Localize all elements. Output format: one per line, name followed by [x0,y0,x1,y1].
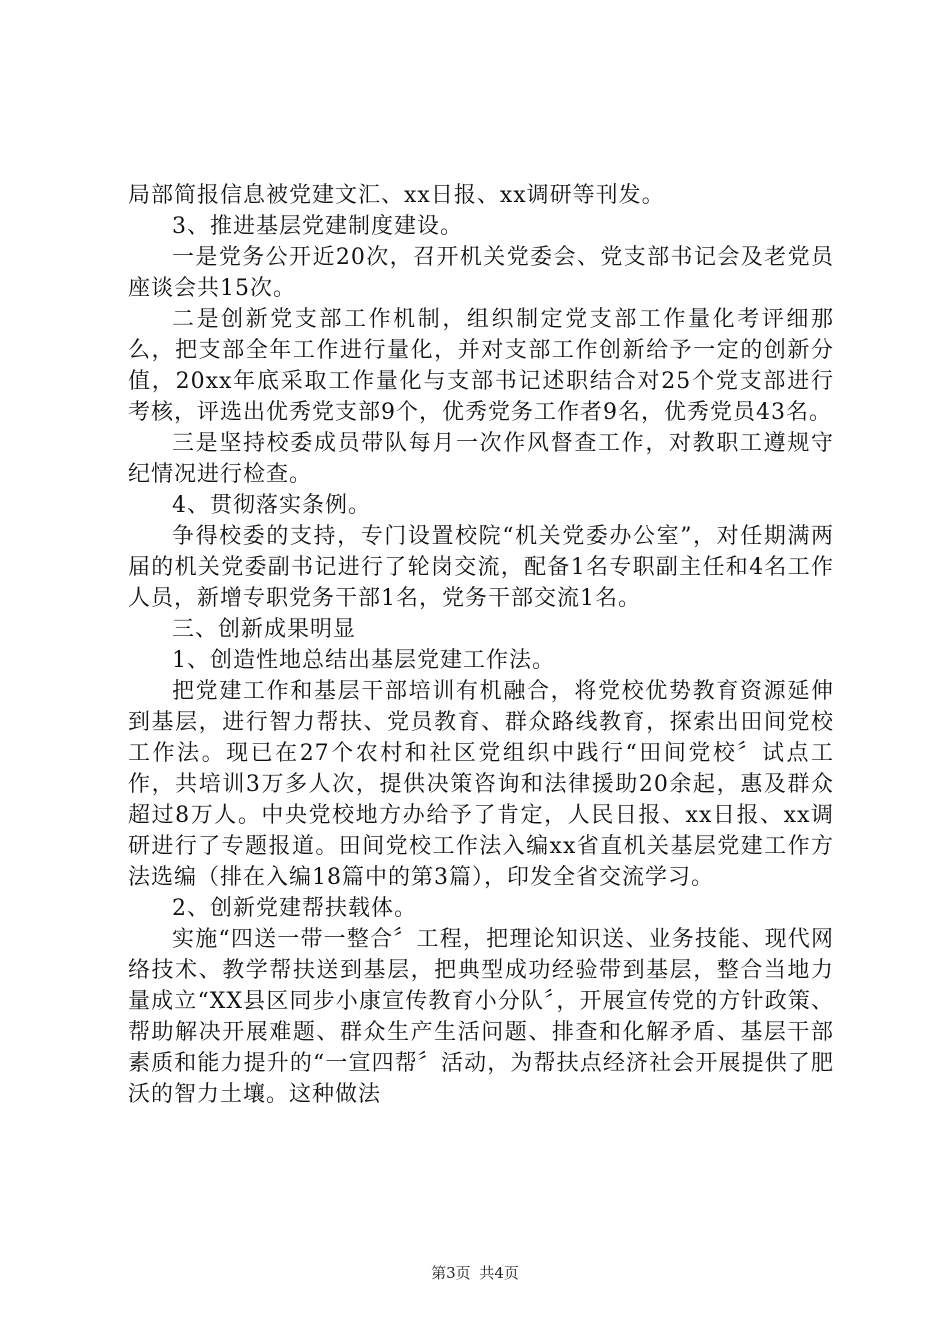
paragraph: 把党建工作和基层干部培训有机融合，将党校优势教育资源延伸到基层，进行智力帮扶、党员教育、群众路线教育，探索出田间党校工作法。现已在27个农村和社区党组织中践行“田间党校〞试点工作，共培训3万多人次，提供决策咨询和法律援助20余起，惠及群众超过8万人。中央党校地方办给予了肯定，人民日报、xx日报、xx调研进行了专题报道。田间党校工作法入编xx省直机关基层党建工作方法选编（排在入编18篇中的第3篇），印发全省交流学习。 [128,679,834,890]
paragraph-continuation: 局部简报信息被党建文汇、xx日报、xx调研等刊发。 [128,183,665,208]
section-heading-1: 1、创造性地总结出基层党建工作法。 [172,648,555,673]
section-heading-2: 2、创新党建帮扶载体。 [172,896,417,921]
section-heading-3: 3、推进基层党建制度建设。 [172,214,463,239]
document-body [128,180,834,1110]
page-total: 共4页 [479,1264,519,1282]
paragraph: 争得校委的支持，专门设置校院“机关党委办公室”，对任期满两届的机关党委副书记进行了轮岗交流，配备1名专职副主任和4名工作人员，新增专职党务干部1名，党务干部交流1名。 [128,524,834,611]
section-heading-4: 4、贯彻落实条例。 [172,493,371,518]
paragraph: 实施“四送一带一整合〞工程，把理论知识送、业务技能、现代网络技术、教学帮扶送到基层，把典型成功经验带到基层，整合当地力量成立“XX县区同步小康宣传教育小分队〞，开展宣传党的方针政策、帮助解决开展难题、群众生产生活问题、排查和化解矛盾、基层干部素质和能力提升的“一宣四帮〞活动，为帮扶点经济社会开展提供了肥沃的智力土壤。这种做法 [128,927,834,1107]
page-footer [0,1262,950,1283]
paragraph: 一是党务公开近20次，召开机关党委会、党支部书记会及老党员座谈会共15次。 [128,245,834,301]
page-number: 第3页 [431,1264,471,1282]
chapter-heading-3: 三、创新成果明显 [172,617,357,642]
paragraph: 二是创新党支部工作机制，组织制定党支部工作量化考评细那么，把支部全年工作进行量化，并对支部工作创新给予一定的创新分值，20xx年底采取工作量化与支部书记述职结合对25个党支部进行考核，评选出优秀党支部9个，优秀党务工作者9名，优秀党员43名。 [128,307,834,425]
paragraph: 三是坚持校委成员带队每月一次作风督查工作，对教职工遵规守纪情况进行检查。 [128,431,834,487]
